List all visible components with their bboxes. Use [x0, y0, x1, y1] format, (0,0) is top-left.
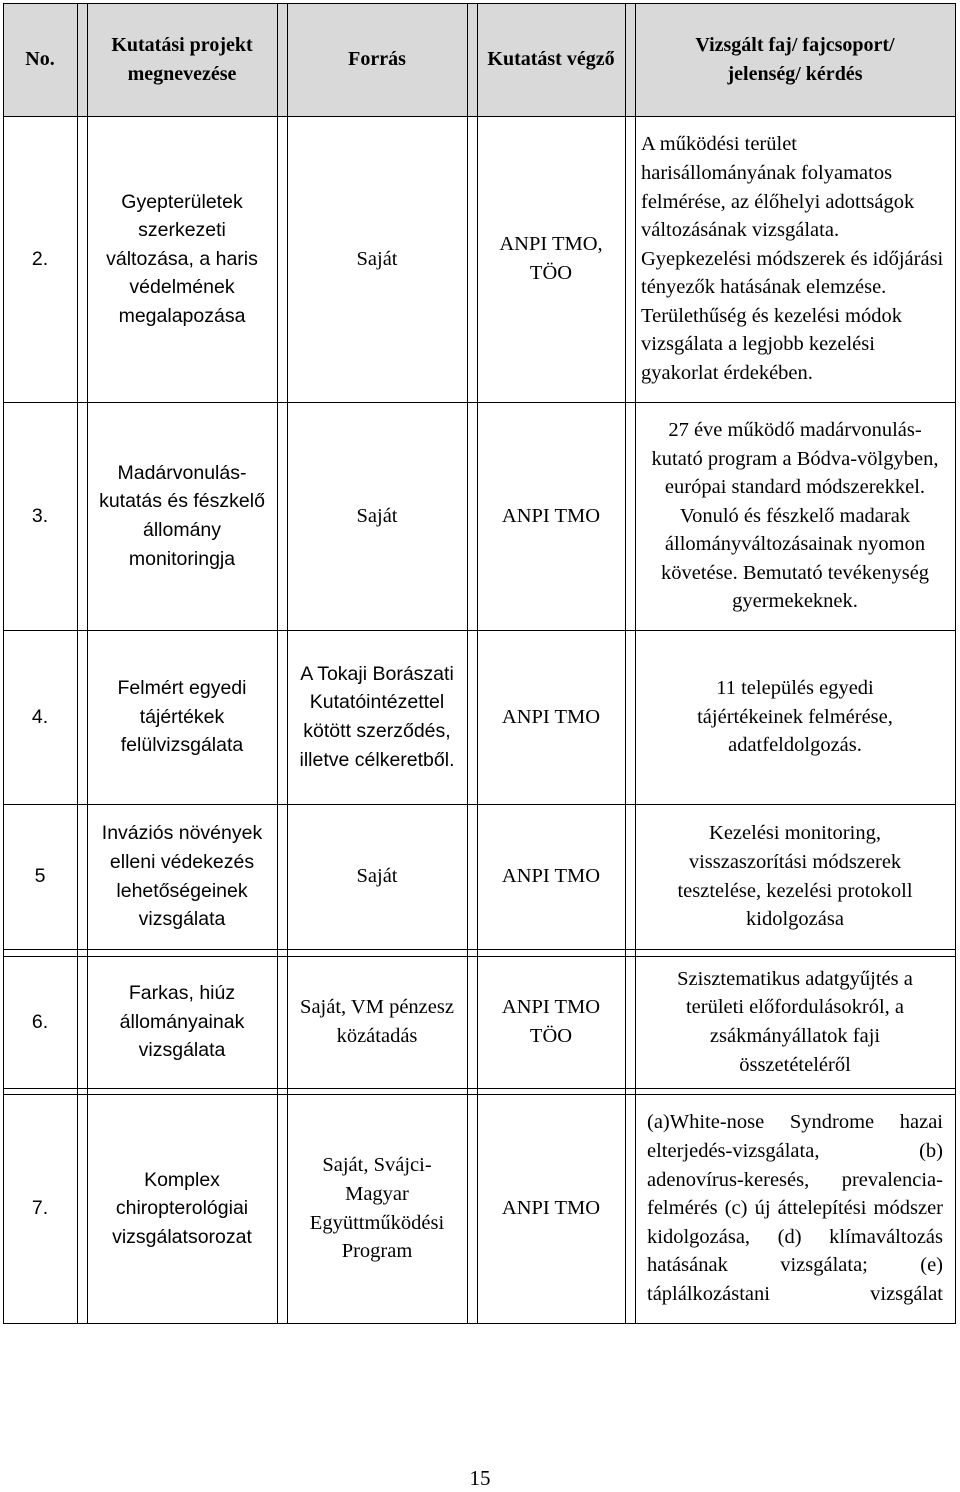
column-rule — [625, 3, 626, 1323]
row-performer: ANPI TMO — [501, 865, 601, 888]
row-rule — [3, 804, 956, 805]
column-rule — [287, 3, 288, 1323]
row-subject: A működési terület harisállományának folyamatos felmérése, az élőhelyi adottságok változásának vizsgálata. Gyepkezelési módszerek és időjárási tényezők hatásának elemzése. Területhűség és kezelési módok vizsgálata a legjobb kezelési gyakorlat érdekében. — [641, 133, 944, 385]
header-rule — [3, 116, 956, 117]
row-rule — [3, 1088, 956, 1089]
row-subject: 11 település egyedi tájértékeinek felmérése, adatfeldolgozás. — [697, 677, 893, 757]
row-no: 5 — [34, 865, 46, 888]
row-source: A Tokaji Borászati Kutatóintézettel kötött szerződés, illetve célkeretből. — [299, 662, 455, 771]
row-subject-wrap — [635, 1094, 955, 1323]
column-rule — [635, 3, 636, 1323]
row-source: Saját — [356, 865, 398, 888]
row-project: Farkas, hiúz állományainak vizsgálata — [119, 982, 245, 1062]
page-number: 15 — [469, 1466, 491, 1490]
header-subject: Vizsgált faj/ fajcsoport/ jelenség/ kérdés — [695, 33, 895, 85]
row-rule — [3, 630, 956, 631]
column-rule — [77, 3, 78, 1323]
row-subject: (a)White-nose Syndrome hazai elterjedés-vizsgálata, (b) adenovírus-keresés, prevalencia-felmérés (c) új áttelepítési módszer kidolgozása, (d) klímaváltozás hatásának vizsgálata; (e) táplálkozástani vizsgálat — [647, 1111, 943, 1305]
row-no: 6. — [31, 1010, 49, 1033]
row-project: Felmért egyedi tájértékek felülvizsgálata — [117, 677, 247, 757]
row-subject: Szisztematikus adatgyűjtés a területi előfordulásokról, a zsákmányállatok faji összetételéről — [677, 967, 913, 1076]
column-rule — [467, 3, 468, 1323]
row-performer: ANPI TMO — [501, 504, 601, 527]
row-subject: Kezelési monitoring, visszaszorítási módszerek tesztelése, kezelési protokoll kidolgozása — [677, 822, 913, 931]
row-project: Komplex chiropterológiai vizsgálatsorozat — [112, 1168, 252, 1248]
row-source: Saját — [356, 504, 398, 527]
row-source: Saját, Svájci-Magyar Együttműködési Program — [309, 1154, 445, 1263]
row-no: 3. — [31, 504, 49, 527]
row-project: Inváziós növények elleni védekezés lehetőségeinek vizsgálata — [101, 822, 263, 931]
header-project: Kutatási projekt megnevezése — [111, 33, 253, 85]
row-source: Saját — [356, 247, 398, 270]
table-border-top — [3, 3, 956, 4]
row-performer: ANPI TMO — [501, 1197, 601, 1220]
row-subject: 27 éve működő madárvonulás-kutató program a Bódva-völgyben, európai standard módszerekkel. Vonuló és fészkelő madarak állományváltozásainak nyomon követése. Bemutató tevékenység gyermekeknek. — [651, 418, 939, 613]
row-source: Saját, VM pénzeszközátadás — [300, 996, 454, 1047]
header-no: No. — [25, 48, 55, 70]
column-rule — [277, 3, 278, 1323]
column-rule — [87, 3, 88, 1323]
row-rule — [3, 956, 956, 957]
table-border-left — [3, 3, 4, 1323]
row-no: 7. — [31, 1197, 49, 1220]
row-rule — [3, 402, 956, 403]
table-border-bottom — [3, 1323, 956, 1324]
column-rule — [477, 3, 478, 1323]
row-no: 2. — [31, 247, 49, 270]
header-performer: Kutatást végző — [487, 48, 615, 70]
table-border-right — [955, 3, 956, 1323]
row-rule — [3, 1094, 956, 1095]
header-source: Forrás — [348, 48, 406, 70]
row-project: Gyepterületek szerkezeti változása, a haris védelmének megalapozása — [106, 190, 258, 327]
row-performer: ANPI TMO, TÖO — [499, 233, 603, 284]
row-project: Madárvonulás-kutatás és fészkelő állomány monitoringja — [99, 461, 265, 570]
row-performer: ANPI TMO TÖO — [501, 996, 601, 1047]
row-performer: ANPI TMO — [501, 705, 601, 728]
row-no: 4. — [31, 705, 49, 728]
row-rule — [3, 949, 956, 950]
